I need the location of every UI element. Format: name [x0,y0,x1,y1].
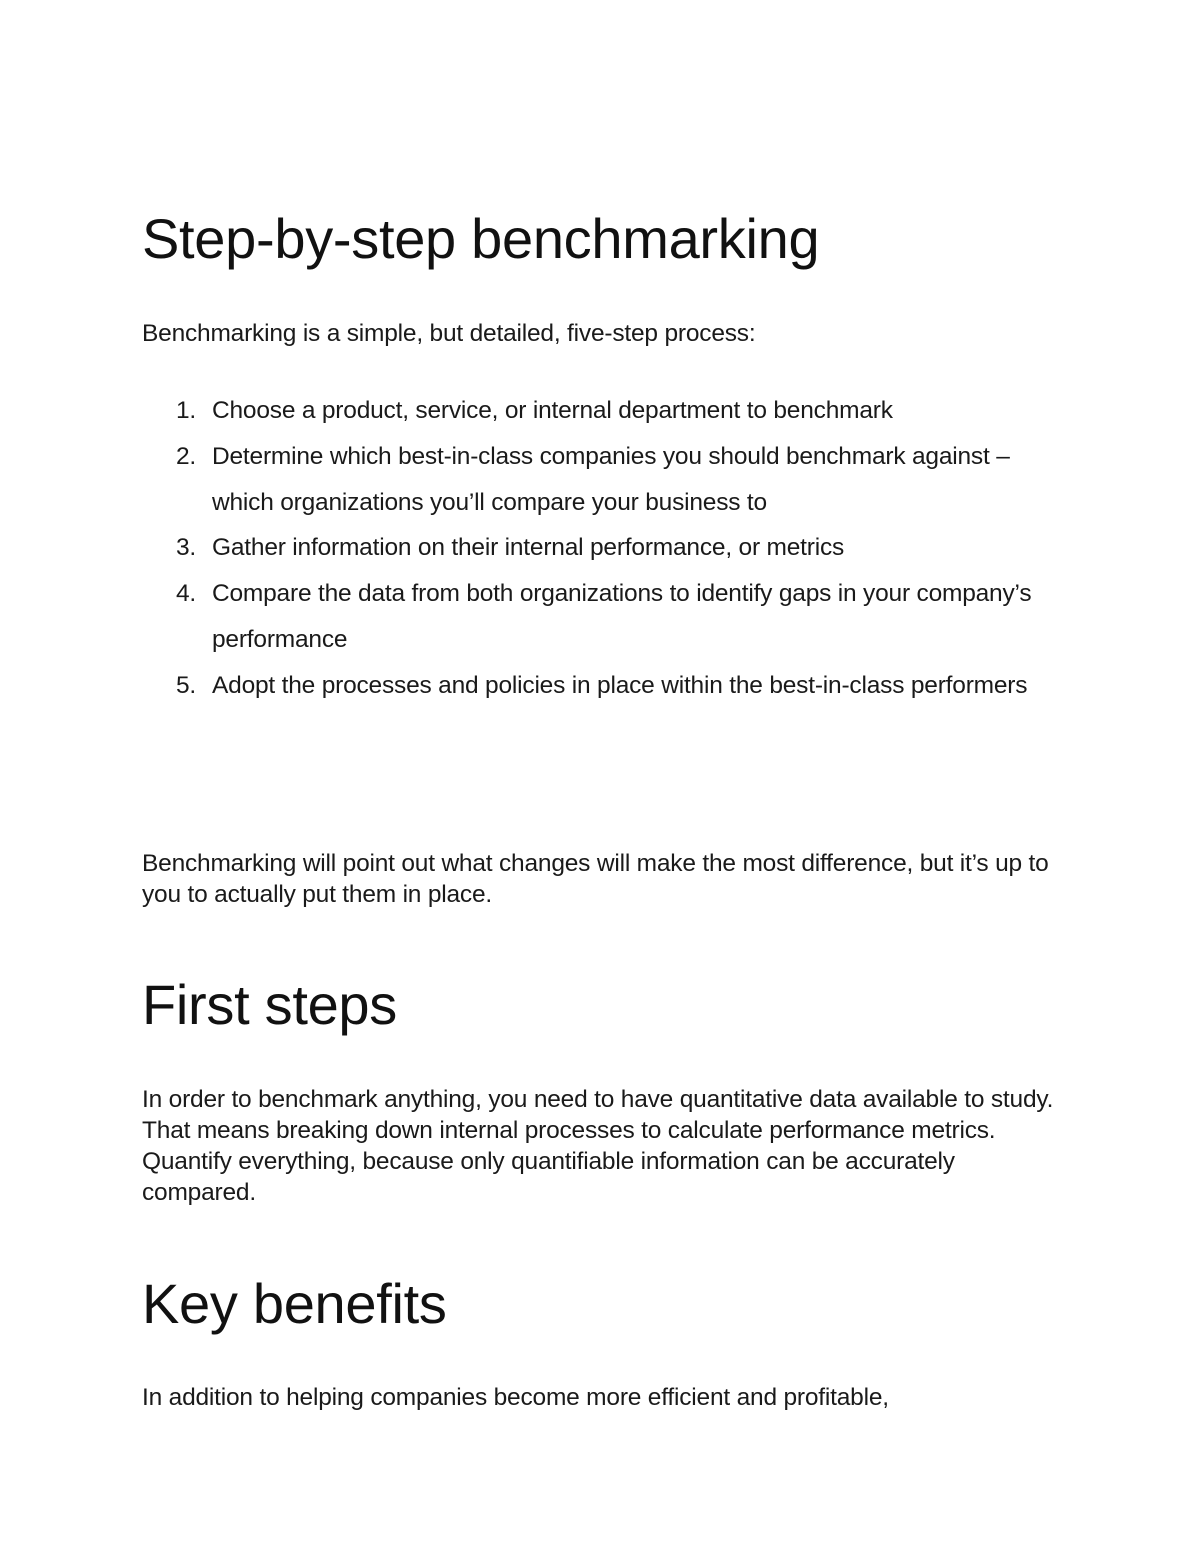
benchmarking-steps-list [142,388,1042,709]
closing-paragraph: Benchmarking will point out what changes will make the most difference, but it’s up to you to actually put them in place. [142,850,1049,908]
step-number: 4. [176,580,197,608]
first-steps-paragraph: In order to benchmark anything, you need to have quantitative data available to study. That means breaking down internal processes to calculate performance metrics. Quantify everything, because only quantifiable information can be accurately compared. [142,1086,1054,1206]
key-benefits-paragraph: In addition to helping companies become more efficient and profitable, [142,1384,889,1411]
step-text: Adopt the processes and policies in place within the best-in-class performers [212,671,1028,699]
heading-key-benefits: Key benefits [142,1272,447,1335]
step-number: 1. [176,397,197,424]
step-number: 2. [176,442,197,470]
list-item-step-3 [142,525,1042,571]
step-text: Choose a product, service, or internal department to benchmark [212,397,893,424]
step-text: Compare the data from both organizations to identify gaps in your company’s performance [212,580,1032,653]
list-item-step-1 [142,388,1042,434]
step-text: Gather information on their internal performance, or metrics [212,534,845,562]
list-item-step-2 [142,434,1042,526]
step-number: 3. [176,534,197,562]
heading-first-steps: First steps [142,973,397,1036]
heading-step-by-step-benchmarking: Step-by-step benchmarking [142,207,820,270]
step-number: 5. [176,671,197,699]
list-item-step-5 [142,663,1042,709]
step-text: Determine which best-in-class companies you should benchmark against – which organizations you’ll compare your business to [212,442,1010,516]
intro-paragraph: Benchmarking is a simple, but detailed, five-step process: [142,320,756,347]
list-item-step-4 [142,571,1042,663]
